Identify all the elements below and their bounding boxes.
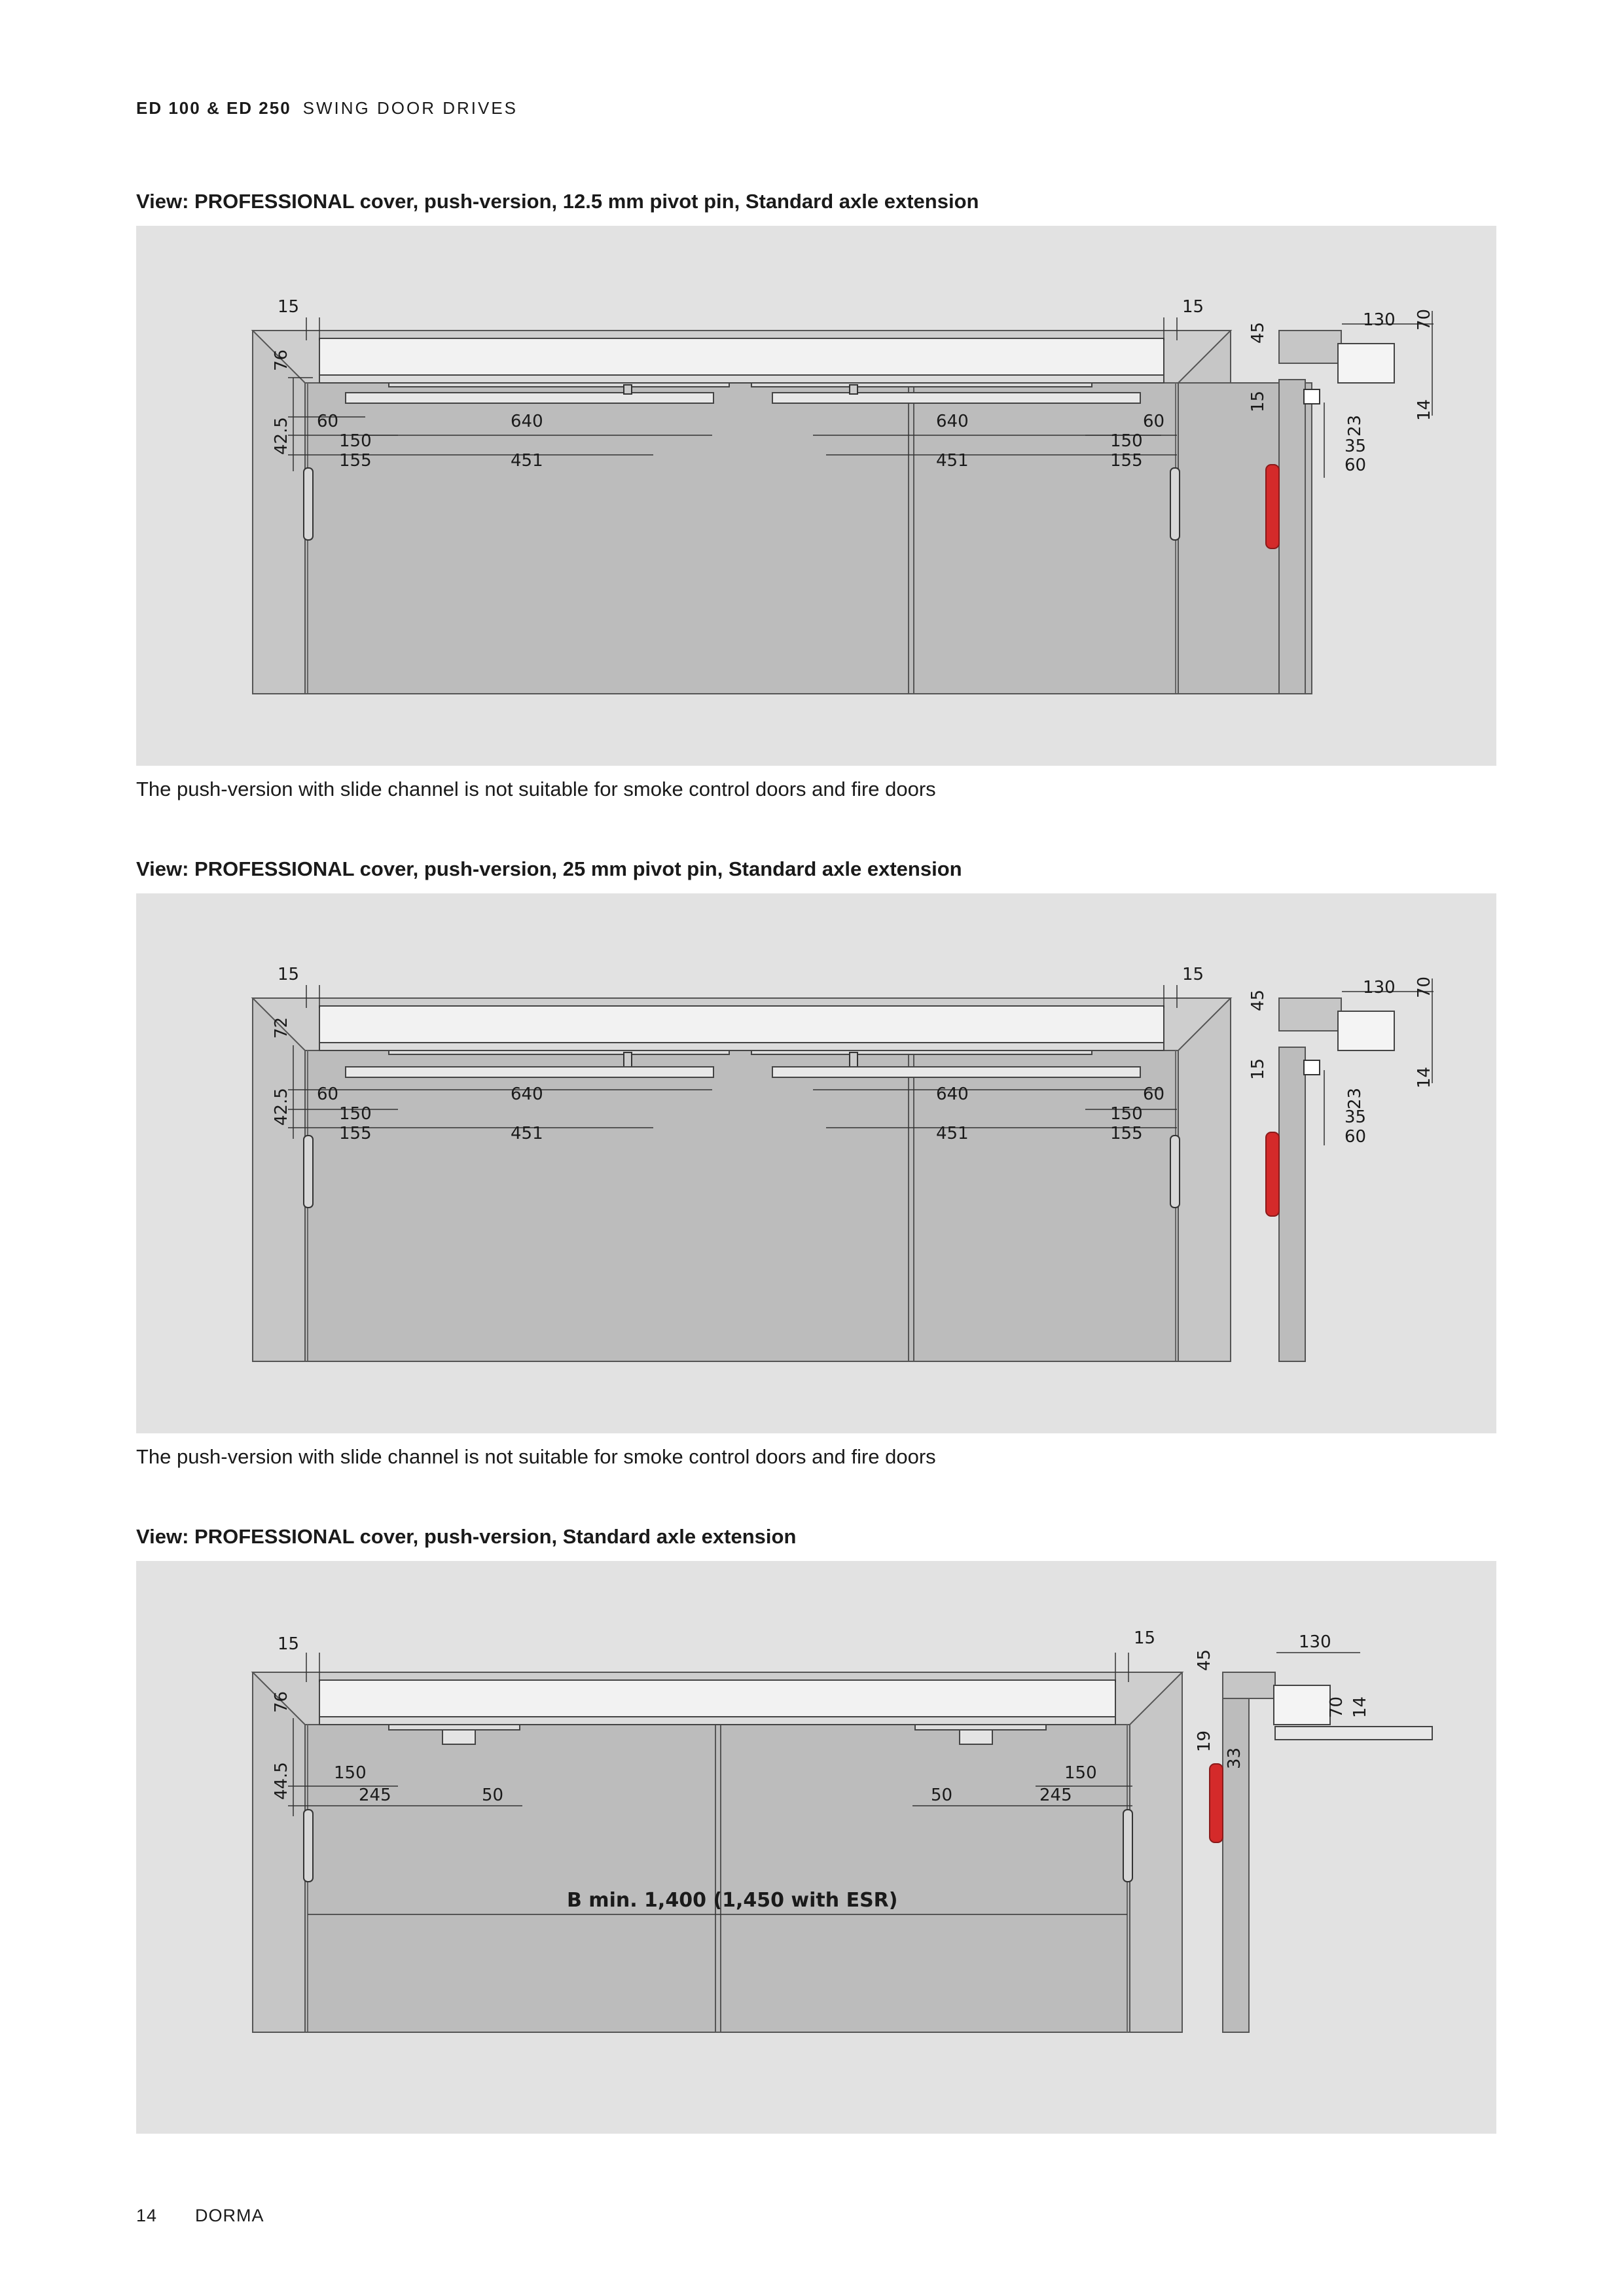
dim-cover-height: 76 [272,349,291,371]
technical-drawing-3 [136,1561,1496,2134]
dim-r155: 155 [1110,451,1143,471]
dim-s70: 70 [1415,308,1434,331]
technical-drawing-2 [136,893,1496,1433]
dim-s35: 35 [1344,1107,1367,1127]
dim-s70: 70 [1415,976,1434,998]
section-2-note: The push-version with slide channel is not suitable for smoke control doors and fire doors [136,1445,936,1468]
dim-top-left: 15 [278,965,300,984]
dim-top-right: 15 [1182,297,1204,317]
page-number: 14 [136,2206,158,2225]
page-header [136,98,518,118]
dim-l451: 451 [511,1124,543,1143]
dim-l640: 640 [511,1085,543,1104]
dim-s23: 23 [1345,1087,1365,1109]
dim-r245: 245 [1039,1785,1072,1805]
dim-s14: 14 [1415,399,1434,421]
dim-r640: 640 [936,1085,969,1104]
dim-s60: 60 [1344,456,1367,475]
dim-l155: 155 [339,1124,372,1143]
dim-r50: 50 [931,1785,953,1805]
dim-r451: 451 [936,451,969,471]
dim-s15: 15 [1248,390,1268,412]
dim-s60: 60 [1344,1127,1367,1147]
dim-top-right: 15 [1182,965,1204,984]
drawing-panel-2 [136,893,1496,1433]
dim-l50: 50 [482,1785,504,1805]
dim-top-left: 15 [278,1634,300,1654]
dim-l150: 150 [339,1104,372,1124]
dim-s23: 23 [1345,414,1365,437]
dim-bmin: B min. 1,400 (1,450 with ESR) [567,1889,898,1912]
dim-r150: 150 [1064,1763,1097,1783]
dim-s33: 33 [1225,1747,1244,1769]
section-1-title: View: PROFESSIONAL cover, push-version, 12.5 mm pivot pin, Standard axle extension [136,190,979,213]
dim-s70: 70 [1327,1696,1346,1718]
dim-r451: 451 [936,1124,969,1143]
header-brand: ED 100 & ED 250 [136,98,291,118]
page-footer [136,2206,302,2226]
dim-s130: 130 [1363,978,1396,997]
dim-l245: 245 [359,1785,391,1805]
header-subtitle: SWING DOOR DRIVES [302,98,518,118]
dim-s45: 45 [1248,989,1268,1011]
dim-r60: 60 [1143,412,1165,431]
dim-cover-height: 76 [272,1691,291,1713]
dim-l60: 60 [317,412,339,431]
dim-top-right: 15 [1134,1628,1156,1648]
dim-l150: 150 [339,431,372,451]
dim-left-height: 44.5 [272,1762,291,1800]
dim-l150: 150 [334,1763,367,1783]
dim-l155: 155 [339,451,372,471]
dim-s35: 35 [1344,437,1367,456]
dim-r60: 60 [1143,1085,1165,1104]
dim-s45: 45 [1195,1649,1214,1671]
dim-s19: 19 [1195,1730,1214,1752]
dim-s15: 15 [1248,1058,1268,1080]
dim-s14: 14 [1350,1696,1370,1718]
dim-l60: 60 [317,1085,339,1104]
dim-s130: 130 [1299,1632,1331,1652]
dim-r640: 640 [936,412,969,431]
dim-r150: 150 [1110,431,1143,451]
technical-drawing-1 [136,226,1496,766]
dim-s14: 14 [1415,1066,1434,1088]
dim-cover-height: 72 [272,1016,291,1039]
dim-r155: 155 [1110,1124,1143,1143]
section-3-title: View: PROFESSIONAL cover, push-version, Standard axle extension [136,1525,797,1548]
dim-left-height: 42.5 [272,417,291,455]
dim-l451: 451 [511,451,543,471]
section-2-title: View: PROFESSIONAL cover, push-version, 25 mm pivot pin, Standard axle extension [136,857,962,880]
dim-top-left: 15 [278,297,300,317]
dim-l640: 640 [511,412,543,431]
footer-brand: DORMA [195,2206,264,2225]
dim-s130: 130 [1363,310,1396,330]
drawing-panel-1 [136,226,1496,766]
dim-r150: 150 [1110,1104,1143,1124]
section-1-note: The push-version with slide channel is not suitable for smoke control doors and fire doors [136,778,936,800]
dim-left-height: 42.5 [272,1088,291,1126]
drawing-panel-3 [136,1561,1496,2134]
dim-s45: 45 [1248,321,1268,344]
